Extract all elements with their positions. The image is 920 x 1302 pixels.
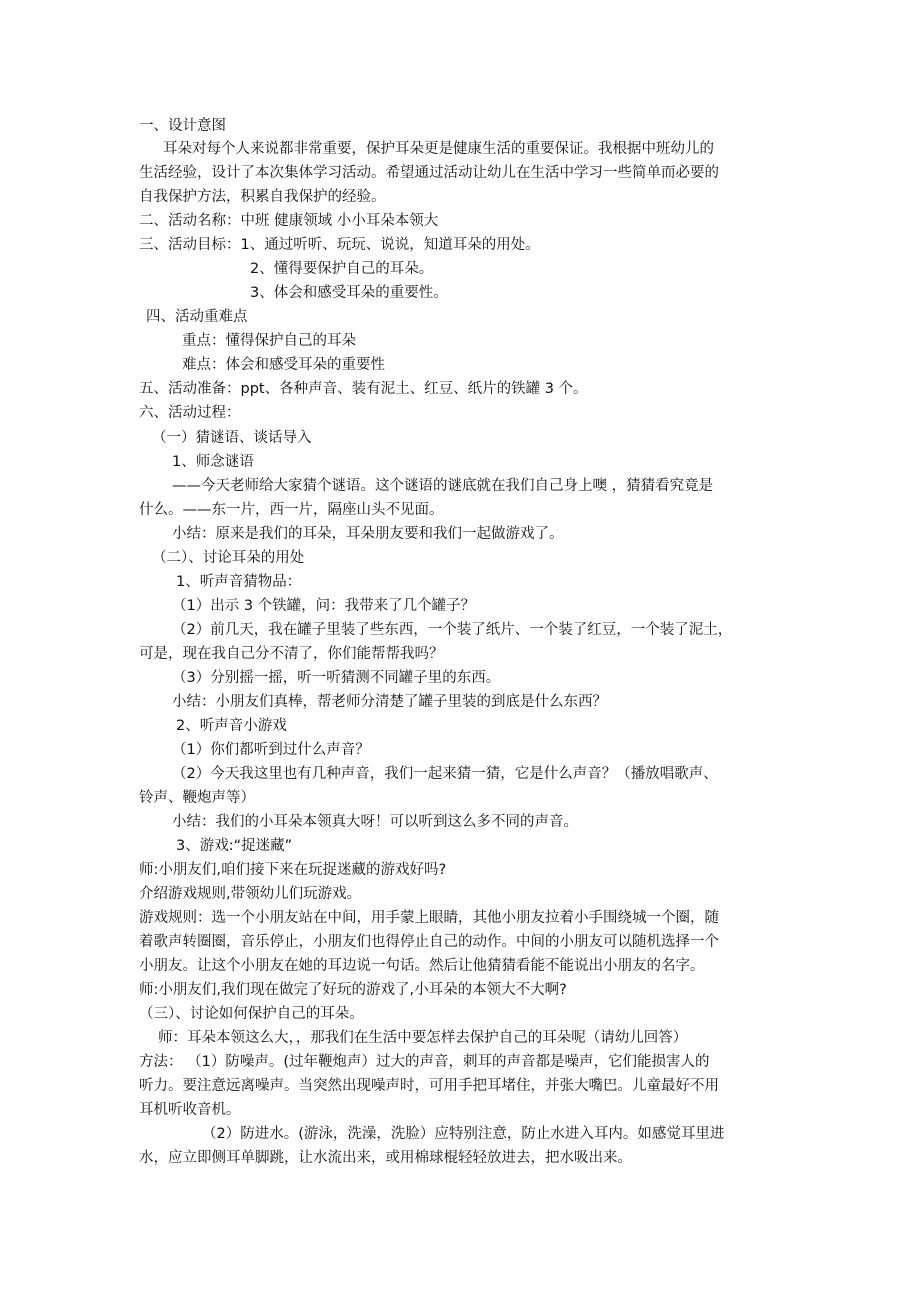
heading-key-points: 四、活动重难点 [146, 309, 248, 325]
paragraph-line: 师:小朋友们,咱们接下来在玩捉迷藏的游戏好吗? [139, 862, 447, 878]
paragraph-line: 生活经验，设计了本次集体学习活动。希望通过活动让幼儿在生活中学习一些简单而必要的 [139, 165, 719, 181]
paragraph-line: 什么。——东一片，西一片，隔座山头不见面。 [139, 502, 444, 518]
paragraph-line: （3）分别摇一摇，听一听猜测不同罐子里的东西。 [172, 670, 501, 686]
activity-name-line: 二、活动名称：中班 健康领域 小小耳朵本领大 [139, 213, 439, 229]
paragraph-line: 铃声、鞭炮声等） [139, 790, 255, 806]
summary-line: 小结：原来是我们的耳朵，耳朵朋友要和我们一起做游戏了。 [172, 526, 564, 542]
paragraph-line: 游戏规则：选一个小朋友站在中间，用手蒙上眼睛，其他小朋友拉着小手围绕城一个圈，随 [139, 910, 719, 926]
section-heading: （一）猜谜语、谈话导入 [152, 430, 312, 446]
paragraph-line: 耳机听收音机。 [139, 1102, 241, 1118]
subsection-heading: 3、游戏:“捉迷藏” [176, 838, 293, 854]
paragraph-line: ——今天老师给大家猜个谜语。这个谜语的谜底就在我们自己身上噢 ，猜猜看究竟是 [172, 478, 714, 494]
paragraph-line: 师:小朋友们,我们现在做完了好玩的游戏了,小耳朵的本领大不大啊? [139, 982, 567, 998]
paragraph-line: 介绍游戏规则,带领幼儿们玩游戏。 [139, 886, 362, 902]
paragraph-line: （2）今天我这里也有几种声音，我们一起来猜一猜，它是什么声音？（播放唱歌声、 [172, 766, 718, 782]
paragraph-line: （1）出示 3 个铁罐，问：我带来了几个罐子？ [172, 598, 476, 614]
key-point-line: 重点：懂得保护自己的耳朵 [182, 333, 356, 349]
preparation-line: 五、活动准备：ppt、各种声音、装有泥土、红豆、纸片的铁罐 3 个。 [139, 381, 588, 397]
paragraph-line: 方法： （1）防噪声。(过年鞭炮声）过大的声音，刺耳的声音都是噪声，它们能损害人的 [139, 1054, 710, 1070]
heading-design-intent: 一、设计意图 [139, 118, 226, 134]
activity-goal-line: 3、体会和感受耳朵的重要性。 [250, 285, 448, 301]
difficult-point-line: 难点：体会和感受耳朵的重要性 [182, 357, 385, 373]
activity-goal-line: 三、活动目标：1、通过听听、玩玩、说说，知道耳朵的用处。 [139, 237, 540, 253]
section-heading: （二）、讨论耳朵的用处 [152, 550, 305, 566]
paragraph-line: 水，应立即侧耳单脚跳，让水流出来，或用棉球棍轻轻放进去，把水吸出来。 [139, 1150, 632, 1166]
summary-line: 小结：小朋友们真棒，帮老师分清楚了罐子里装的到底是什么东西？ [172, 694, 607, 710]
paragraph-line: （2）防进水。(游泳，洗澡，洗脸）应特别注意，防止水进入耳内。如感觉耳里进 [202, 1126, 725, 1142]
subsection-heading: 1、听声音猜物品： [176, 574, 302, 590]
paragraph-line: 着歌声转圈圈，音乐停止，小朋友们也得停止自己的动作。中间的小朋友可以随机选择一个 [139, 934, 719, 950]
subsection-heading: 2、听声音小游戏 [176, 718, 287, 734]
heading-process: 六、活动过程： [139, 405, 241, 421]
paragraph-line: （2）前几天，我在罐子里装了些东西，一个装了纸片、一个装了红豆，一个装了泥土， [172, 622, 733, 638]
paragraph-line: 耳朵对每个人来说都非常重要，保护耳朵更是健康生活的重要保证。我根据中班幼儿的 [163, 141, 714, 157]
paragraph-line: 师：耳朵本领这么大，，那我们在生活中要怎样去保护自己的耳朵呢（请幼儿回答） [158, 1030, 688, 1046]
paragraph-line: 自我保护方法，积累自我保护的经验。 [139, 189, 386, 205]
paragraph-line: 听力。要注意远离噪声。当突然出现噪声时，可用手把耳堵住，并张大嘴巴。儿童最好不用 [139, 1078, 719, 1094]
activity-goal-line: 2、懂得要保护自己的耳朵。 [250, 261, 434, 277]
paragraph-line: 小朋友。让这个小朋友在她的耳边说一句话。然后让他猜猜看能不能说出小朋友的名字。 [139, 958, 705, 974]
paragraph-line: （1）你们都听到过什么声音？ [172, 742, 370, 758]
section-heading: （三）、讨论如何保护自己的耳朵。 [139, 1006, 364, 1022]
subsection-heading: 1、师念谜语 [172, 454, 254, 470]
summary-line: 小结：我们的小耳朵本领真大呀！可以听到这么多不同的声音。 [172, 814, 578, 830]
paragraph-line: 可是，现在我自己分不清了，你们能帮帮我吗？ [139, 646, 444, 662]
